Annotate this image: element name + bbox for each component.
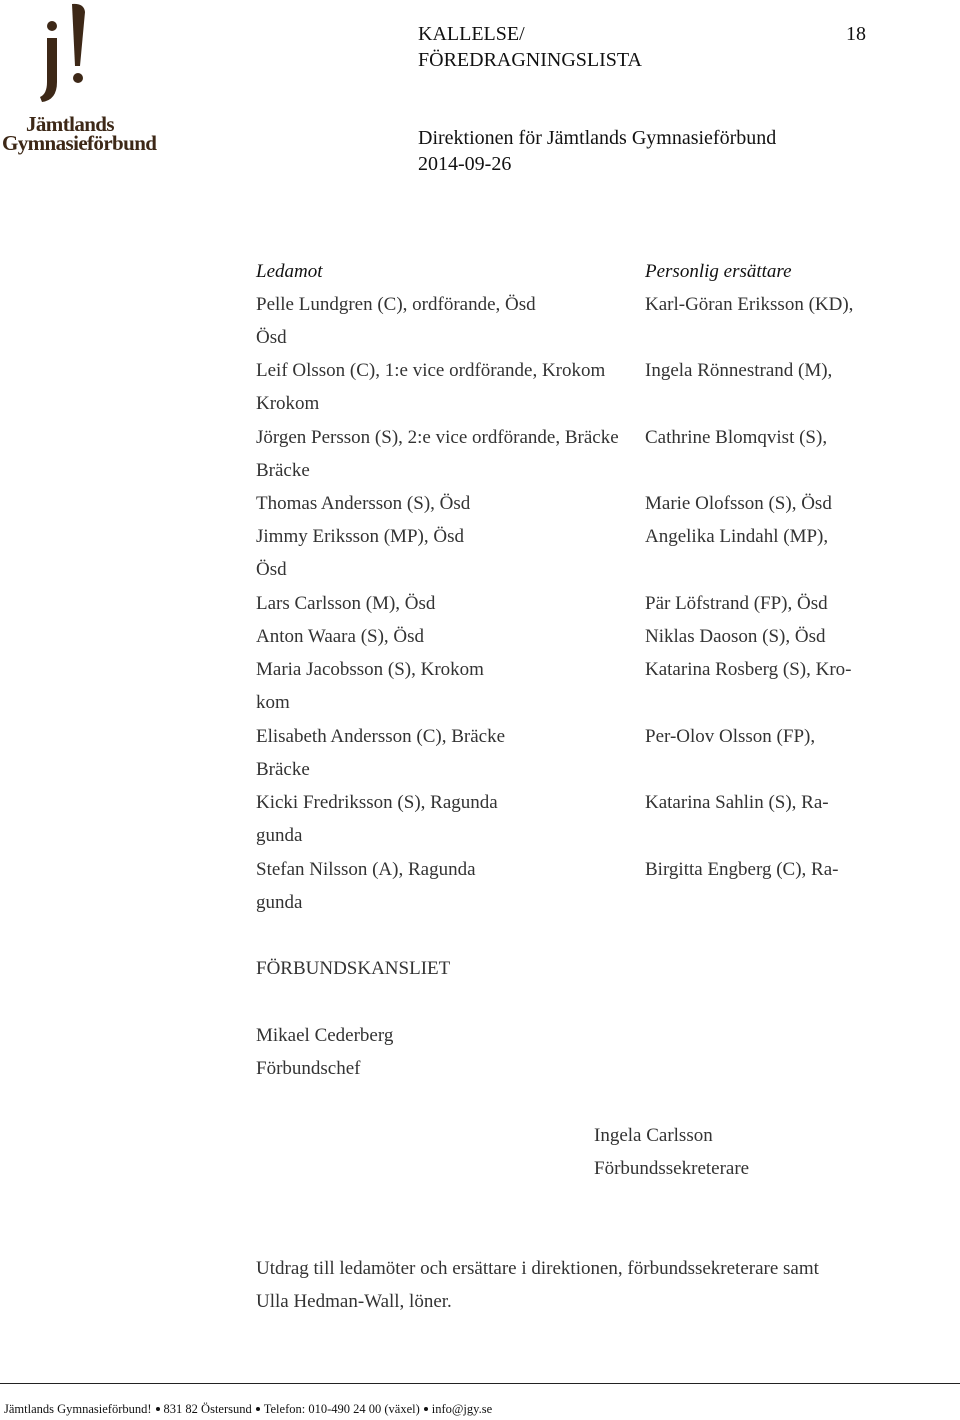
distribution-line1: Utdrag till ledamöter och ersättare i direktionen, förbundssekreterare samt <box>256 1258 819 1279</box>
substitute-line: Katarina Rosberg (S), Kro- <box>645 659 852 680</box>
member-line: Bräcke <box>256 759 310 780</box>
member-line: gunda <box>256 825 303 846</box>
distribution-line2: Ulla Hedman-Wall, löner. <box>256 1291 452 1312</box>
member-line: Ösd <box>256 559 287 580</box>
logo-text-line2: Gymnasieförbund <box>2 131 157 155</box>
footer-org: Jämtlands Gymnasieförbund! <box>4 1402 152 1416</box>
members-heading: Ledamot <box>256 261 323 282</box>
member-line: gunda <box>256 892 303 913</box>
substitute-line: Ingela Rönnestrand (M), <box>645 360 833 381</box>
substitute-line: Per-Olov Olsson (FP), <box>645 726 816 747</box>
org-logo <box>0 0 157 160</box>
footer-divider <box>0 1383 960 1384</box>
member-line: Kicki Fredriksson (S), Ragunda <box>256 792 498 813</box>
substitute-line: Katarina Sahlin (S), Ra- <box>645 792 829 813</box>
bullet-icon <box>424 1407 428 1411</box>
member-line: Lars Carlsson (M), Ösd <box>256 593 436 614</box>
chief-title: Förbundschef <box>256 1058 361 1079</box>
member-line: Anton Waara (S), Ösd <box>256 626 425 647</box>
chief-name: Mikael Cederberg <box>256 1025 394 1046</box>
substitute-line: Marie Olofsson (S), Ösd <box>645 493 832 514</box>
member-line: Bräcke <box>256 460 310 481</box>
member-line: Ösd <box>256 327 287 348</box>
member-line: Jörgen Persson (S), 2:e vice ordförande, Bräcke <box>256 427 619 448</box>
doc-title-line1: KALLELSE/ <box>418 23 525 45</box>
logo-text-line1: Jämtlands <box>26 112 114 136</box>
organization-name: Direktionen för Jämtlands Gymnasieförbund <box>418 127 777 149</box>
doc-title-line2: FÖREDRAGNINGSLISTA <box>418 49 642 71</box>
footer-phone: Telefon: 010-490 24 00 (växel) <box>263 1402 420 1416</box>
member-line: Pelle Lundgren (C), ordförande, Ösd <box>256 294 536 315</box>
member-line: Elisabeth Andersson (C), Bräcke <box>256 726 506 747</box>
substitute-line: Cathrine Blomqvist (S), <box>645 427 828 448</box>
logo-j-mark <box>40 2 90 104</box>
member-line: Stefan Nilsson (A), Ragunda <box>256 859 476 880</box>
secretary-name: Ingela Carlsson <box>594 1125 713 1146</box>
substitute-line: Karl-Göran Eriksson (KD), <box>645 294 854 315</box>
member-line: Maria Jacobsson (S), Krokom <box>256 659 484 680</box>
substitutes-heading: Personlig ersättare <box>645 261 792 282</box>
member-line: Jimmy Eriksson (MP), Ösd <box>256 526 464 547</box>
member-line: Leif Olsson (C), 1:e vice ordförande, Krokom <box>256 360 606 381</box>
member-line: kom <box>256 692 290 713</box>
substitute-line: Birgitta Engberg (C), Ra- <box>645 859 839 880</box>
secretary-title: Förbundssekreterare <box>594 1158 750 1179</box>
meeting-date: 2014-09-26 <box>418 153 512 175</box>
page-number: 18 <box>846 23 866 45</box>
substitute-line: Angelika Lindahl (MP), <box>645 526 829 547</box>
member-line: Thomas Andersson (S), Ösd <box>256 493 471 514</box>
footer-email[interactable]: info@jgy.se <box>431 1402 493 1416</box>
bullet-icon <box>156 1407 160 1411</box>
substitute-line: Niklas Daoson (S), Ösd <box>645 626 826 647</box>
member-line: Krokom <box>256 393 320 414</box>
office-heading: FÖRBUNDSKANSLIET <box>256 958 451 979</box>
footer-address: 831 82 Östersund <box>163 1402 252 1416</box>
bullet-icon <box>256 1407 260 1411</box>
substitute-line: Pär Löfstrand (FP), Ösd <box>645 593 828 614</box>
page-footer <box>4 1401 492 1417</box>
